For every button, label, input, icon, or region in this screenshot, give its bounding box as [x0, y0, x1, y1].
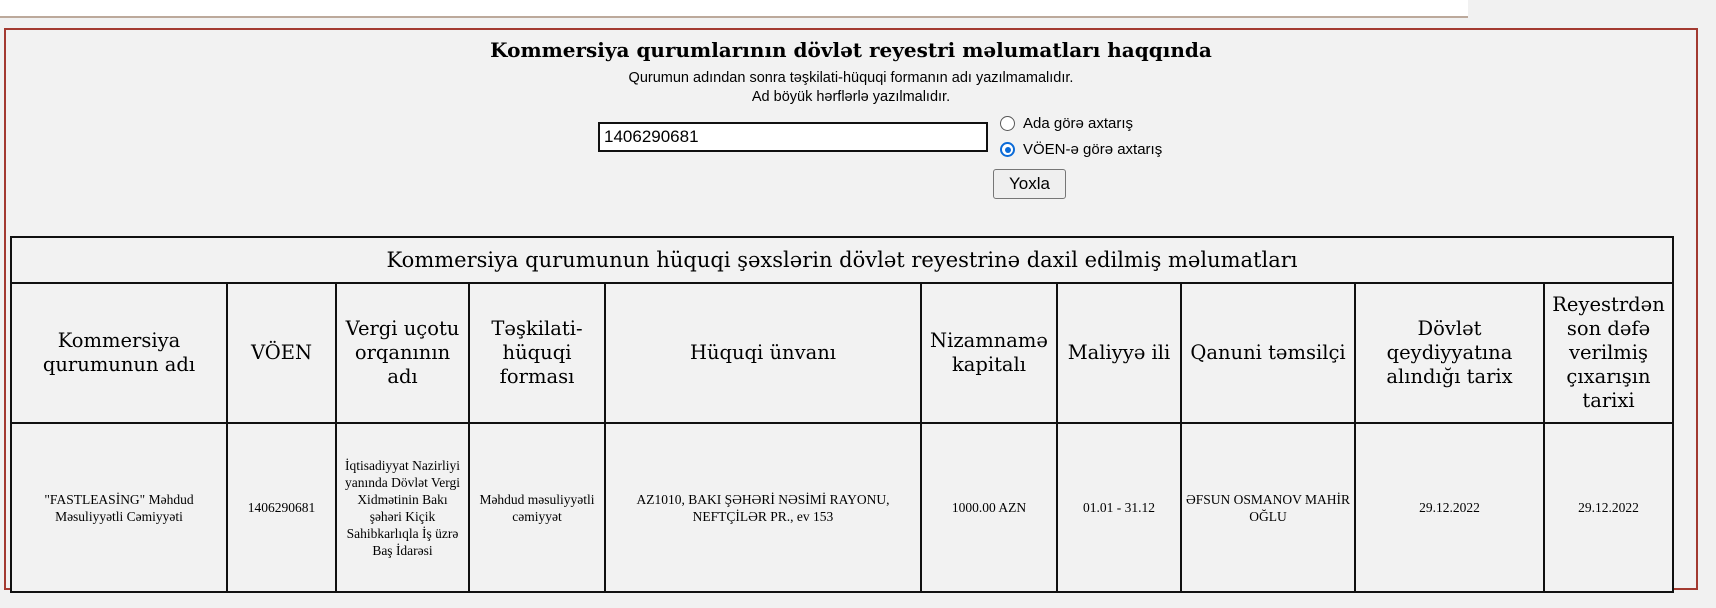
page-title: Kommersiya qurumlarının dövlət reyestri məlumatları haqqında [490, 38, 1212, 62]
check-button[interactable]: Yoxla [993, 169, 1066, 199]
header-legal-form: Təşkilati-hüquqi forması [469, 283, 605, 423]
cell-fiscal-year: 01.01 - 31.12 [1057, 423, 1181, 592]
search-input[interactable]: 1406290681 [598, 122, 988, 152]
cell-registration-date: 29.12.2022 [1355, 423, 1544, 592]
cell-tax-office: İqtisadiyyat Nazirliyi yanında Dövlət Vergi Xidmətinin Bakı şəhəri Kiçik Sahibkarlıqla İş üzrə Baş İdarəsi [336, 423, 469, 592]
header-capital: Nizamnamə kapitalı [921, 283, 1057, 423]
header-name: Kommersiya qurumunun adı [11, 283, 227, 423]
header-last-extract-date: Reyestrdən son dəfə verilmiş çıxarışın tarixi [1544, 283, 1673, 423]
instruction-line-1: Qurumun adından sonra təşkilati-hüquqi formanın adı yazılmamalıdır. [628, 70, 1074, 86]
header-registration-date: Dövlət qeydiyyatına alındığı tarix [1355, 283, 1544, 423]
header-address: Hüquqi ünvanı [605, 283, 921, 423]
cell-legal-form: Məhdud məsuliyyətli cəmiyyət [469, 423, 605, 592]
header-voen: VÖEN [227, 283, 336, 423]
header-representative: Qanuni təmsilçi [1181, 283, 1355, 423]
search-by-name-option[interactable] [1000, 115, 1133, 132]
instruction-line-2: Ad böyük hərflərlə yazılmalıdır. [751, 89, 951, 105]
search-by-name-label: Ada görə axtarış [1023, 115, 1134, 132]
cell-name: "FASTLEASİNG" Məhdud Məsuliyyətli Cəmiyyəti [11, 423, 227, 592]
radio-checked-icon[interactable] [1000, 142, 1015, 157]
cell-representative: ƏFSUN OSMANOV MAHİR OĞLU [1181, 423, 1355, 592]
table-row [11, 423, 1673, 592]
table-header-row [11, 283, 1673, 423]
registry-search-panel [4, 28, 1698, 590]
cell-voen: 1406290681 [227, 423, 336, 592]
search-by-voen-label: VÖEN-ə görə axtarış [1023, 141, 1163, 158]
table-caption: Kommersiya qurumunun hüquqi şəxslərin dövlət reyestrinə daxil edilmiş məlumatları [11, 237, 1673, 283]
header-tax-office: Vergi uçotu orqanının adı [336, 283, 469, 423]
cell-capital: 1000.00 AZN [921, 423, 1057, 592]
radio-unchecked-icon[interactable] [1000, 116, 1015, 131]
cell-last-extract-date: 29.12.2022 [1544, 423, 1673, 592]
header-fiscal-year: Maliyyə ili [1057, 283, 1181, 423]
search-by-voen-option[interactable] [1000, 141, 1162, 158]
top-bar [0, 0, 1468, 18]
registry-table [10, 236, 1674, 593]
cell-address: AZ1010, BAKI ŞƏHƏRİ NƏSİMİ RAYONU, NEFTÇİLƏR PR., ev 153 [605, 423, 921, 592]
